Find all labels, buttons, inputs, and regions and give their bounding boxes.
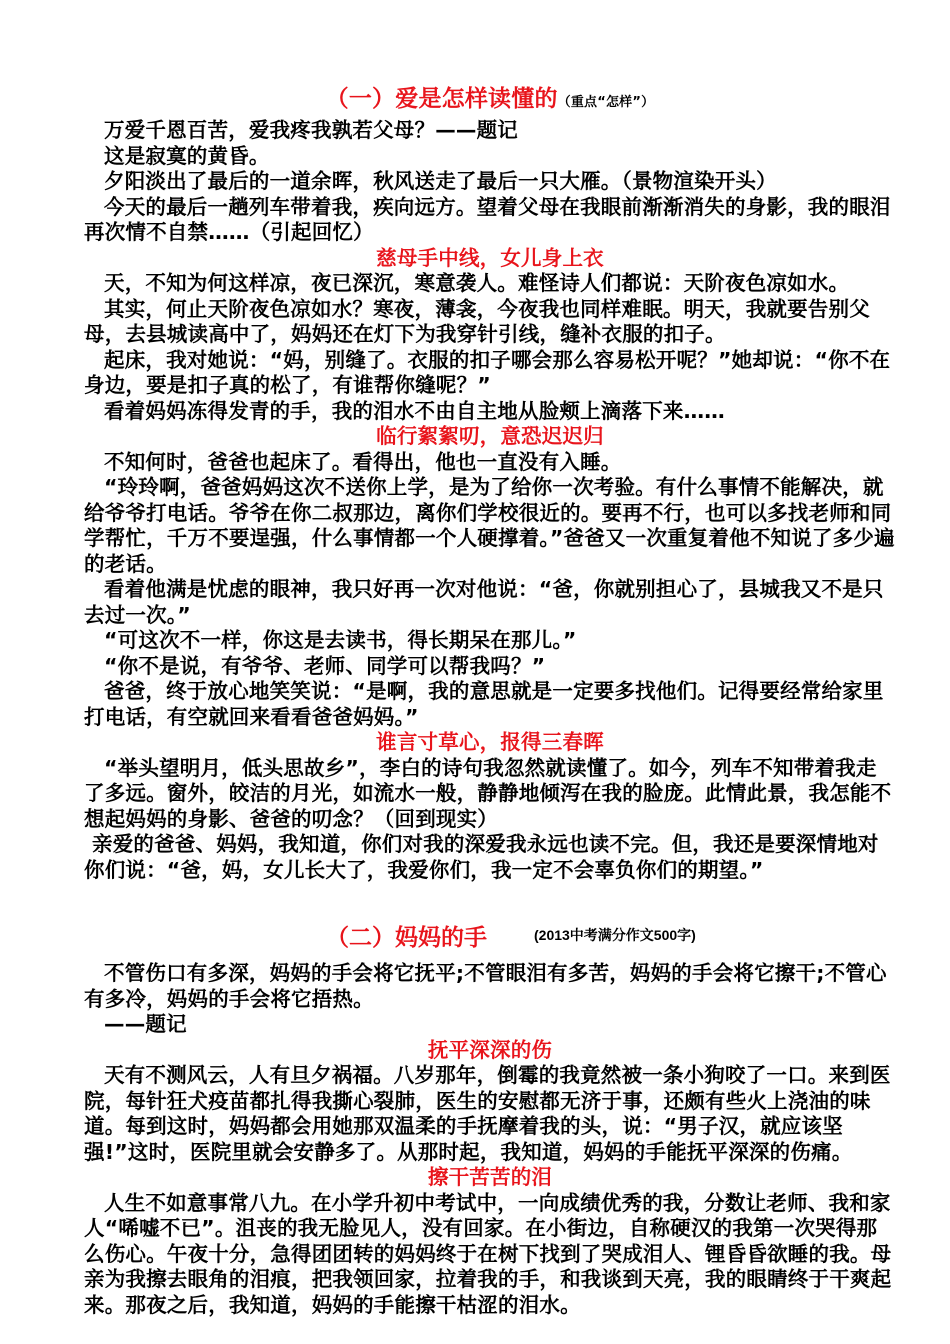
paragraph: 不管伤口有多深，妈妈的手会将它抚平;不管眼泪有多苦，妈妈的手会将它擦干;不管心有多冷，妈妈的手会将它捂热。 [84,961,887,1011]
epigraph: 万爱千恩百苦，爱我疼我孰若父母？——题记 [104,118,518,142]
paragraph: “你不是说，有爷爷、老师、同学可以帮我吗？” [104,653,546,678]
subheading: 擦干苦苦的泪 [427,1165,553,1189]
subheading: 临行絮絮叨，意恐迟迟归 [376,424,604,448]
paragraph: 其实，何止天阶夜色凉如水？寒夜，薄衾，今夜我也同样难眠。明天，我就要告别父母，去县城读高中了，妈妈还在灯下为我穿针引线，缝补衣服的扣子。 [84,296,870,346]
paragraph: 不知何时，爸爸也起床了。看得出，他也一直没有入睡。 [104,449,622,474]
paragraph: 起床，我对她说：“妈，别缝了。衣服的扣子哪会那么容易松开呢？”她却说：“你不在身边，要是扣子真的松了，有谁帮你缝呢？” [84,347,891,397]
section2-title [84,913,896,953]
paragraph: 亲爱的爸爸、妈妈，我知道，你们对我的深爱我永远也读不完。但，我还是要深情地对你们说：“爸，妈，女儿长大了，我爱你们，我一定不会辜负你们的期望。” [84,832,879,882]
paragraph: 天，不知为何这样凉，夜已深沉，寒意袭人。难怪诗人们都说：天阶夜色凉如水。 [104,271,850,295]
section1-title-text: （一）爱是怎样读懂的 [325,86,558,112]
paragraph: 爸爸，终于放心地笑笑说：“是啊，我的意思就是一定要多找他们。记得要经常给家里打电话，有空就回来看看爸爸妈妈。” [84,679,884,729]
paragraph: 看着妈妈冻得发青的手，我的泪水不由自主地从脸颊上滴落下来…… [104,398,725,423]
paragraph: 人生不如意事常八九。在小学升初中考试中，一向成绩优秀的我，分数让老师、我和家人“唏嘘不已”。沮丧的我无脸见人，没有回家。在小街边，自称硬汉的我第一次哭得那么伤心。午夜十分，急得团团转的妈妈终于在树下找到了哭成泪人、锂昏昏欲睡的我。母亲为我擦去眼角的泪痕，把我领回家，拉着我的手，和我谈到天亮，我的眼睛终于干爽起来。那夜之后，我知道，妈妈的手能擦干枯涩的泪水。 [84,1190,892,1317]
section2-title-text: （二）妈妈的手 [326,925,487,951]
subheading: 抚平深深的伤 [427,1037,553,1062]
paragraph: “举头望明月，低头思故乡”，李白的诗句我忽然就读懂了。如今，列车不知带着我走了多远。窗外，皎洁的月光，如流水一般，静静地倾泻在我的脸庞。此情此景，我怎能不想起妈妈的身影、爸爸的叨念？（回到现实） [84,755,892,831]
paragraph: ——题记 [104,1012,187,1036]
paragraph: 天有不测风云，人有旦夕祸福。八岁那年，倒霉的我竟然被一条小狗咬了一口。来到医院，每针狂犬疫苗都扎得我撕心裂肺，医生的安慰都无济于事，还颇有些火上浇油的味道。每到这时，妈妈都会用她那双温柔的手抚摩着我的头，说：“男子汉，就应该坚强!”这时，医院里就会安静多了。从那时起，我知道，妈妈的手能抚平深深的伤痛。 [84,1063,891,1164]
paragraph: “玲玲啊，爸爸妈妈这次不送你上学，是为了给你一次考验。有什么事情不能解决，就给爷爷打电话。爷爷在你二叔那边，离你们学校很近的。要再不行，也可以多找老师和同学帮忙，千万不要逞强，什么事情都一个人硬撑着。”爸爸又一次重复着他不知说了多少遍的老话。 [84,475,895,576]
subheading: 谁言寸草心，报得三春晖 [376,730,604,754]
paragraph: 今天的最后一趟列车带着我，疾向远方。望着父母在我眼前渐渐消失的身影，我的眼泪再次情不自禁……（引起回忆） [84,194,891,244]
section1-title [84,84,896,118]
paragraph: “可这次不一样，你这是去读书，得长期呆在那儿。” [104,628,577,652]
paragraph: 夕阳淡出了最后的一道余晖，秋风送走了最后一只大雁。（景物渲染开头） [104,169,777,193]
section2-title-note: (2013中考满分作文500字) [534,927,696,943]
section1-title-note: （重点“怎样”） [557,95,655,110]
spacer [84,953,896,961]
document-page [84,84,896,1318]
subheading: 慈母手中线，女儿身上衣 [376,245,604,270]
paragraph: 看着他满是忧虑的眼神，我只好再一次对他说：“爸，你就别担心了，县城我又不是只去过一次。” [84,577,884,627]
paragraph: 这是寂寞的黄昏。 [104,143,270,168]
